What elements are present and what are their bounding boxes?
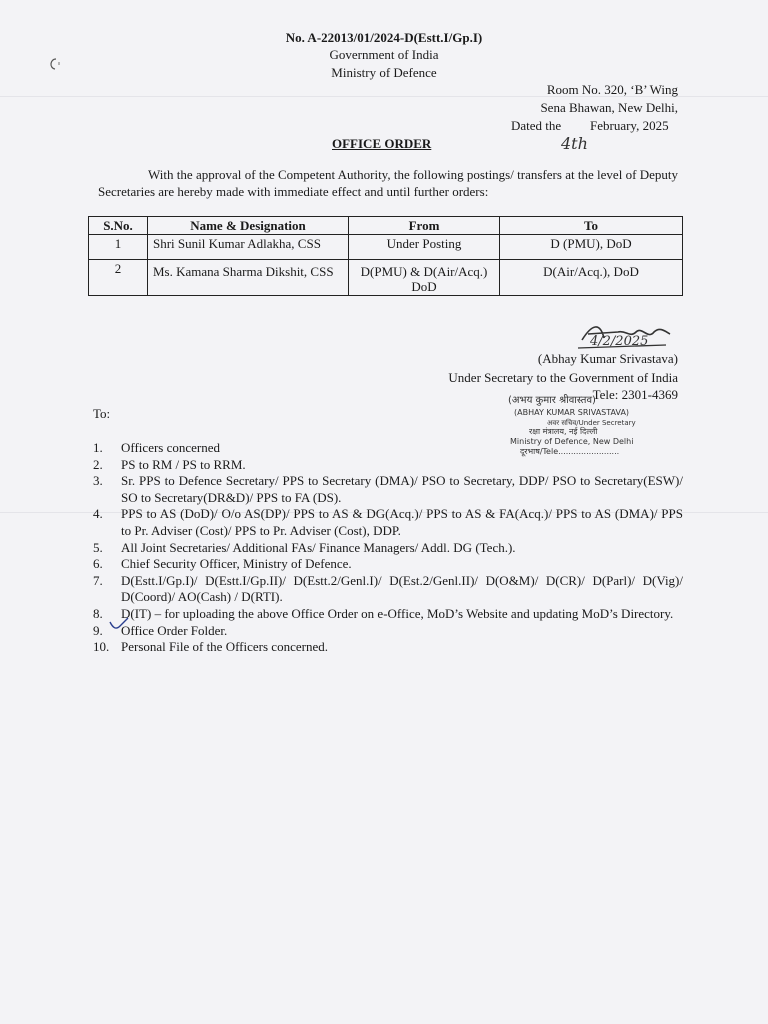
list-item: 6. Chief Security Officer, Ministry of Defence.	[93, 556, 352, 572]
tick-mark-icon	[108, 616, 130, 632]
column-header: From	[349, 217, 500, 235]
stamp-english-name: (ABHAY KUMAR SRIVASTAVA)	[514, 408, 630, 417]
list-item: 10. Personal File of the Officers concerned.	[93, 639, 328, 655]
column-header: To	[500, 217, 683, 235]
table-cell: D(Air/Acq.), DoD	[500, 260, 683, 296]
list-item: 4. PPS to AS (DoD)/ O/o AS(DP)/ PPS to AS & DG(Acq.)/ PPS to AS & FA(Acq.)/ PPS to AS (DMA)/ PPS to Pr. Adviser (Cost)/ PPS to Pr. Adviser (Cost), DDP.	[93, 506, 683, 538]
signatory-designation: Under Secretary to the Government of India	[448, 370, 678, 385]
government-name: Government of India	[329, 47, 439, 62]
list-item: 1. Officers concerned	[93, 440, 221, 455]
signatory-telephone: Tele: 2301-4369	[592, 387, 678, 402]
date-prefix: Dated the	[511, 118, 562, 133]
table-header-row	[89, 217, 683, 235]
table-row	[89, 235, 683, 260]
list-item: 8. D(IT) – for uploading the above Office Order on e-Office, MoD’s Website and updating MoD’s Directory.	[93, 605, 674, 621]
table-cell: D (PMU), DoD	[500, 235, 683, 260]
ministry-name: Ministry of Defence	[331, 65, 437, 80]
signature-handwritten-date: 4/2/2025	[590, 334, 649, 349]
to-label: To:	[93, 406, 111, 421]
list-item: 3. Sr. PPS to Defence Secretary/ PPS to Secretary (DMA)/ PSO to Secretary, DDP/ PSO to Secretary(ESW)/ SO to Secretary(DR&D)/ PPS to FA (DS).	[93, 473, 683, 505]
handwritten-date: 4th	[561, 134, 588, 153]
list-item: 9. Office Order Folder.	[93, 622, 228, 638]
table-cell: D(PMU) & D(Air/Acq.) DoD	[349, 260, 500, 296]
file-number: No. A-22013/01/2024-D(Estt.I/Gp.I)	[285, 30, 483, 45]
room-address: Room No. 320, ‘B’ Wing	[546, 82, 678, 97]
column-header: Name & Designation	[148, 217, 349, 235]
list-item: 7. D(Estt.I/Gp.I)/ D(Estt.I/Gp.II)/ D(Estt.2/Genl.I)/ D(Est.2/Genl.II)/ D(O&M)/ D(CR)/ D(Parl)/ D(Vig)/ D(Coord)/ AO(Cash) / D(RTI).	[93, 572, 683, 605]
punch-mark-icon	[46, 56, 62, 72]
stamp-ministry-english: Ministry of Defence, New Delhi	[510, 437, 634, 446]
column-header: S.No.	[89, 217, 148, 235]
list-item: 5. All Joint Secretaries/ Additional FAs/ Finance Managers/ Addl. DG (Tech.).	[93, 539, 516, 555]
date-month-year: February, 2025	[590, 118, 669, 133]
building-address: Sena Bhawan, New Delhi,	[540, 100, 678, 115]
table-cell: Ms. Kamana Sharma Dikshit, CSS	[148, 260, 349, 296]
intro-paragraph: With the approval of the Competent Authority, the following postings/ transfers at the level of Deputy Secretaries are hereby made with immediate effect and until further orders:	[98, 167, 678, 199]
signatory-name: (Abhay Kumar Srivastava)	[537, 351, 678, 366]
list-item: 2. PS to RM / PS to RRM.	[93, 456, 246, 472]
recipient-list	[93, 440, 683, 656]
table-cell: Under Posting	[349, 235, 500, 260]
stamp-designation: अवर सचिव/Under Secretary	[547, 419, 636, 427]
table-cell: 1	[89, 235, 148, 260]
stamp-ministry-hindi: रक्षा मंत्रालय, नई दिल्ली	[529, 427, 598, 436]
table-cell: 2	[89, 260, 148, 296]
stamp-telephone: दूरभाष/Tele........................	[520, 447, 620, 456]
page-title: OFFICE ORDER	[332, 136, 432, 151]
table-cell: Shri Sunil Kumar Adlakha, CSS	[148, 235, 349, 260]
stamp-hindi-name: (अभय कुमार श्रीवास्तव)	[508, 395, 596, 406]
table-row	[89, 260, 683, 296]
postings-table	[88, 216, 683, 296]
